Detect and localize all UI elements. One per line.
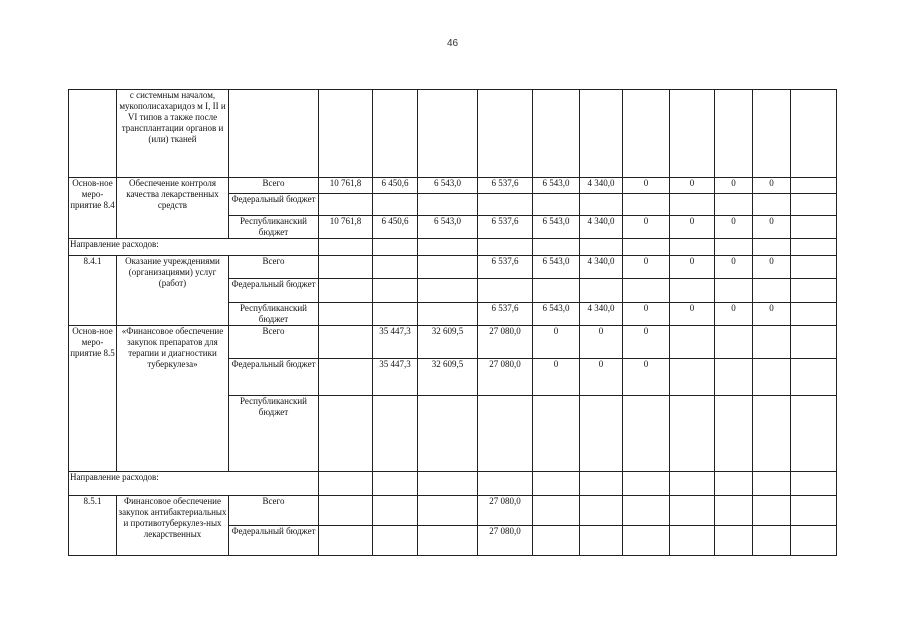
budget-source-cell: Федеральный бюджет bbox=[229, 194, 319, 216]
value-cell: 0 bbox=[670, 216, 715, 239]
value-cell: 0 bbox=[580, 326, 623, 359]
value-cell bbox=[670, 472, 715, 496]
value-cell bbox=[670, 396, 715, 472]
value-cell bbox=[319, 396, 373, 472]
value-cell: 0 bbox=[715, 303, 753, 326]
value-cell: 27 080,0 bbox=[478, 496, 533, 526]
value-cell bbox=[753, 194, 791, 216]
value-cell: 35 447,3 bbox=[373, 359, 418, 396]
value-cell bbox=[623, 472, 670, 496]
value-cell: 6 543,0 bbox=[533, 178, 580, 194]
value-cell bbox=[753, 496, 791, 526]
measure-code-cell: 8.5.1 bbox=[69, 496, 117, 556]
measure-name-cell: «Финансовое обеспечение закупок препаратов для терапии и диагностики туберкулеза» bbox=[117, 326, 229, 472]
measure-code-cell: Основ-ное меро-приятие 8.5 bbox=[69, 326, 117, 472]
budget-source-cell: Всего bbox=[229, 256, 319, 279]
budget-source-cell: Республиканский бюджет bbox=[229, 303, 319, 326]
value-cell: 6 537,6 bbox=[478, 303, 533, 326]
value-cell bbox=[791, 279, 837, 303]
value-cell bbox=[791, 216, 837, 239]
value-cell bbox=[715, 279, 753, 303]
value-cell bbox=[373, 303, 418, 326]
value-cell bbox=[791, 472, 837, 496]
value-cell bbox=[533, 472, 580, 496]
value-cell bbox=[580, 496, 623, 526]
value-cell bbox=[623, 90, 670, 178]
budget-source-cell: Республиканский бюджет bbox=[229, 396, 319, 472]
table-body bbox=[69, 90, 837, 556]
value-cell: 0 bbox=[623, 303, 670, 326]
value-cell bbox=[670, 90, 715, 178]
value-cell bbox=[319, 256, 373, 279]
value-cell bbox=[533, 279, 580, 303]
value-cell bbox=[373, 194, 418, 216]
value-cell bbox=[753, 396, 791, 472]
value-cell: 0 bbox=[753, 303, 791, 326]
budget-source-cell: Всего bbox=[229, 326, 319, 359]
value-cell: 32 609,5 bbox=[418, 326, 478, 359]
value-cell: 6 543,0 bbox=[418, 216, 478, 239]
value-cell bbox=[373, 256, 418, 279]
measure-code-cell: 8.4.1 bbox=[69, 256, 117, 326]
value-cell bbox=[753, 239, 791, 256]
value-cell: 0 bbox=[753, 216, 791, 239]
value-cell: 10 761,8 bbox=[319, 178, 373, 194]
value-cell: 32 609,5 bbox=[418, 359, 478, 396]
value-cell: 4 340,0 bbox=[580, 256, 623, 279]
value-cell bbox=[670, 359, 715, 396]
value-cell bbox=[715, 239, 753, 256]
value-cell bbox=[319, 472, 373, 496]
value-cell bbox=[319, 239, 373, 256]
value-cell bbox=[319, 496, 373, 526]
value-cell: 4 340,0 bbox=[580, 303, 623, 326]
value-cell bbox=[715, 90, 753, 178]
measure-name-cell: Финансовое обеспечение закупок антибактериальных и противотуберкулез-ных лекарственных bbox=[117, 496, 229, 556]
value-cell bbox=[715, 194, 753, 216]
value-cell: 0 bbox=[623, 216, 670, 239]
value-cell: 0 bbox=[715, 256, 753, 279]
value-cell bbox=[373, 496, 418, 526]
value-cell bbox=[373, 90, 418, 178]
value-cell bbox=[791, 303, 837, 326]
value-cell: 0 bbox=[580, 359, 623, 396]
value-cell bbox=[319, 326, 373, 359]
value-cell: 0 bbox=[623, 326, 670, 359]
value-cell bbox=[319, 303, 373, 326]
table-row bbox=[69, 472, 837, 496]
value-cell bbox=[478, 472, 533, 496]
value-cell: 4 340,0 bbox=[580, 178, 623, 194]
value-cell bbox=[418, 526, 478, 556]
value-cell bbox=[623, 239, 670, 256]
value-cell: 6 537,6 bbox=[478, 178, 533, 194]
value-cell bbox=[791, 239, 837, 256]
value-cell: 6 450,6 bbox=[373, 216, 418, 239]
table-row bbox=[69, 326, 837, 359]
value-cell: 27 080,0 bbox=[478, 526, 533, 556]
value-cell bbox=[319, 526, 373, 556]
value-cell bbox=[418, 256, 478, 279]
value-cell bbox=[478, 239, 533, 256]
budget-source-cell: Федеральный бюджет bbox=[229, 526, 319, 556]
measure-code-cell: Основ-ное меро-приятие 8.4 bbox=[69, 178, 117, 239]
value-cell bbox=[791, 256, 837, 279]
value-cell bbox=[418, 279, 478, 303]
budget-source-cell: Федеральный бюджет bbox=[229, 359, 319, 396]
value-cell bbox=[418, 472, 478, 496]
value-cell bbox=[715, 326, 753, 359]
budget-source-cell: Республиканский бюджет bbox=[229, 216, 319, 239]
value-cell bbox=[791, 526, 837, 556]
value-cell bbox=[791, 396, 837, 472]
value-cell bbox=[478, 194, 533, 216]
value-cell bbox=[580, 194, 623, 216]
value-cell bbox=[715, 396, 753, 472]
value-cell bbox=[418, 239, 478, 256]
value-cell: 0 bbox=[670, 303, 715, 326]
value-cell bbox=[753, 90, 791, 178]
budget-source-cell: Всего bbox=[229, 496, 319, 526]
value-cell bbox=[580, 279, 623, 303]
budget-source-cell: Федеральный бюджет bbox=[229, 279, 319, 303]
value-cell: 6 537,6 bbox=[478, 256, 533, 279]
value-cell bbox=[418, 303, 478, 326]
value-cell bbox=[715, 359, 753, 396]
value-cell: 0 bbox=[533, 359, 580, 396]
value-cell bbox=[580, 526, 623, 556]
value-cell bbox=[319, 90, 373, 178]
value-cell bbox=[478, 90, 533, 178]
value-cell bbox=[791, 194, 837, 216]
value-cell bbox=[670, 279, 715, 303]
value-cell bbox=[791, 496, 837, 526]
value-cell bbox=[715, 472, 753, 496]
value-cell bbox=[418, 396, 478, 472]
value-cell bbox=[670, 194, 715, 216]
value-cell bbox=[373, 279, 418, 303]
value-cell: 0 bbox=[715, 178, 753, 194]
page-number: 46 bbox=[446, 38, 459, 49]
value-cell bbox=[418, 90, 478, 178]
measure-name-cell: Оказание учреждениями (организациями) услуг (работ) bbox=[117, 256, 229, 326]
value-cell bbox=[533, 239, 580, 256]
value-cell: 0 bbox=[715, 216, 753, 239]
value-cell bbox=[533, 496, 580, 526]
value-cell bbox=[533, 396, 580, 472]
value-cell: 0 bbox=[623, 359, 670, 396]
value-cell: 10 761,8 bbox=[319, 216, 373, 239]
value-cell bbox=[580, 239, 623, 256]
code-cell bbox=[69, 90, 117, 178]
value-cell: 0 bbox=[533, 326, 580, 359]
value-cell bbox=[791, 178, 837, 194]
measure-name-cell: с системным началом, мукополисахаридоз м I, II и VI типов а также после трансплантации органов и (или) тканей bbox=[117, 90, 229, 178]
table-row bbox=[69, 178, 837, 194]
value-cell bbox=[753, 472, 791, 496]
value-cell: 35 447,3 bbox=[373, 326, 418, 359]
budget-source-cell: Всего bbox=[229, 178, 319, 194]
value-cell bbox=[373, 396, 418, 472]
value-cell bbox=[753, 526, 791, 556]
value-cell bbox=[319, 194, 373, 216]
value-cell bbox=[533, 526, 580, 556]
value-cell: 0 bbox=[623, 256, 670, 279]
value-cell bbox=[791, 326, 837, 359]
source-cell bbox=[229, 90, 319, 178]
value-cell bbox=[580, 90, 623, 178]
value-cell bbox=[533, 90, 580, 178]
measure-name-cell: Обеспечение контроля качества лекарственных средств bbox=[117, 178, 229, 239]
value-cell: 27 080,0 bbox=[478, 359, 533, 396]
value-cell bbox=[715, 526, 753, 556]
value-cell bbox=[623, 279, 670, 303]
value-cell: 6 543,0 bbox=[418, 178, 478, 194]
value-cell bbox=[670, 526, 715, 556]
value-cell bbox=[670, 496, 715, 526]
value-cell bbox=[580, 396, 623, 472]
value-cell: 4 340,0 bbox=[580, 216, 623, 239]
table-row bbox=[69, 256, 837, 279]
value-cell: 0 bbox=[753, 256, 791, 279]
value-cell: 6 450,6 bbox=[373, 178, 418, 194]
value-cell bbox=[418, 496, 478, 526]
value-cell bbox=[670, 239, 715, 256]
value-cell bbox=[418, 194, 478, 216]
direction-label: Направление расходов: bbox=[69, 239, 319, 256]
value-cell bbox=[753, 279, 791, 303]
value-cell bbox=[715, 496, 753, 526]
value-cell bbox=[791, 90, 837, 178]
value-cell bbox=[319, 279, 373, 303]
direction-label: Направление расходов: bbox=[69, 472, 319, 496]
value-cell: 27 080,0 bbox=[478, 326, 533, 359]
value-cell bbox=[623, 194, 670, 216]
value-cell: 6 543,0 bbox=[533, 303, 580, 326]
value-cell bbox=[623, 526, 670, 556]
table-row bbox=[69, 239, 837, 256]
budget-table bbox=[68, 89, 837, 556]
table-row bbox=[69, 496, 837, 526]
value-cell bbox=[373, 239, 418, 256]
value-cell bbox=[623, 496, 670, 526]
value-cell: 0 bbox=[670, 178, 715, 194]
value-cell bbox=[373, 472, 418, 496]
value-cell bbox=[478, 396, 533, 472]
value-cell bbox=[670, 326, 715, 359]
value-cell: 6 543,0 bbox=[533, 256, 580, 279]
value-cell bbox=[319, 359, 373, 396]
value-cell: 0 bbox=[753, 178, 791, 194]
value-cell: 0 bbox=[623, 178, 670, 194]
value-cell: 6 537,6 bbox=[478, 216, 533, 239]
value-cell bbox=[791, 359, 837, 396]
value-cell bbox=[533, 194, 580, 216]
value-cell: 0 bbox=[670, 256, 715, 279]
value-cell bbox=[373, 526, 418, 556]
value-cell bbox=[623, 396, 670, 472]
value-cell bbox=[478, 279, 533, 303]
value-cell bbox=[753, 359, 791, 396]
value-cell: 6 543,0 bbox=[533, 216, 580, 239]
table-row bbox=[69, 90, 837, 178]
value-cell bbox=[580, 472, 623, 496]
value-cell bbox=[753, 326, 791, 359]
